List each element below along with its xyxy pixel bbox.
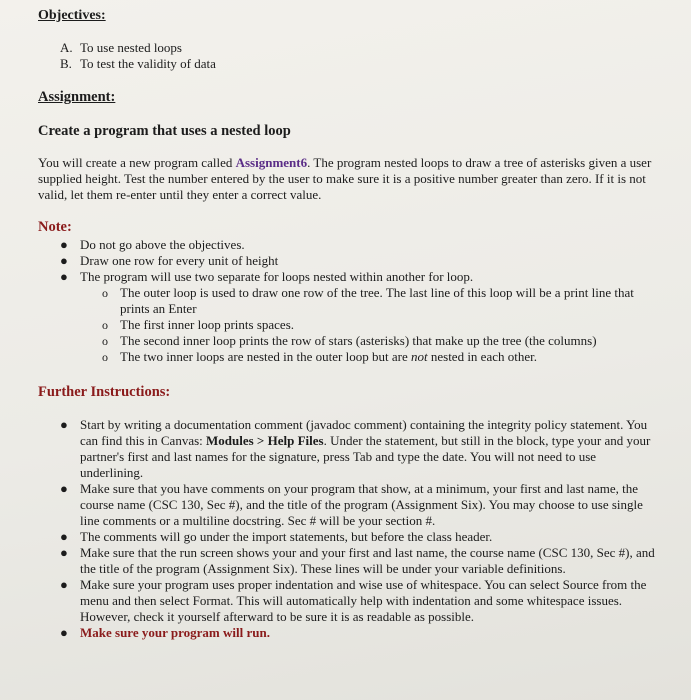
list-item [60,577,660,625]
list-item-text: Start by writing a documentation comment (javadoc comment) containing the integrity policy statement. You can find this in Canvas: [80,417,648,448]
list-item-text: The comments will go under the import statements, but before the class header. [80,529,493,544]
canvas-path-text: Modules > Help Files [206,433,324,448]
objective-item [60,40,216,56]
assignment-description [38,155,658,203]
bullet-icon: ● [60,417,68,432]
assignment-subheading: Create a program that uses a nested loop [38,123,291,139]
bullet-icon: ● [60,545,68,560]
bullet-icon: ● [60,237,68,252]
list-item-text: Draw one row for every unit of height [80,253,279,268]
sub-list-item [60,285,660,317]
bullet-icon: ● [60,253,68,268]
circle-bullet-icon: o [102,286,108,300]
sub-list-item [60,317,660,333]
list-item [60,481,660,529]
assignment-heading: Assignment: [38,89,116,105]
sub-list-item [60,349,660,365]
description-text: You will create a new program called [38,155,236,170]
objective-text: To use nested loops [80,40,182,55]
list-item [60,529,660,545]
emphasis-text: not [410,349,428,364]
list-item [60,269,660,285]
list-item-text: The program will use two separate for loops nested within another for loop. [80,269,474,284]
sub-list-item-text: The first inner loop prints spaces. [120,317,295,332]
list-item-text: Do not go above the objectives. [80,237,245,252]
list-item-text: Make sure that you have comments on your program that show, at a minimum, your first and last name, the course name (CSC 130, Sec #), and the title of the program (Assignment Six). You may choose to use single line comments or a multiline docstring. Sec # will be your section #. [80,481,643,528]
further-instructions-list [60,417,660,641]
list-item [60,253,660,269]
list-item-text: Make sure that the run screen shows your and your first and last name, the course name (CSC 130, Sec #), and the title of the program (Assignment Six). These lines will be under your variable definitions. [80,545,655,576]
objective-letter: A. [60,40,73,55]
note-list [60,237,660,365]
list-item [60,417,660,481]
sub-list-item-text: The outer loop is used to draw one row of the tree. The last line of this loop will be a print line that prints an Enter [120,285,634,316]
program-name: Assignment6 [235,155,308,170]
sub-list-item-text: The two inner loops are nested in the outer loop but are [120,349,411,364]
list-item [60,625,660,641]
bullet-icon: ● [60,269,68,284]
bullet-icon: ● [60,481,68,496]
objective-letter: B. [60,56,72,71]
objective-text: To test the validity of data [80,56,216,71]
sub-list-item-text: nested in each other. [427,349,537,364]
bullet-icon: ● [60,529,68,544]
further-instructions-heading: Further Instructions: [38,384,171,400]
note-heading: Note: [38,219,72,235]
sub-list-item [60,333,660,349]
list-item [60,237,660,253]
objectives-heading: Objectives: [38,8,106,23]
list-item-text: . Under the statement, but still in the block, type your and your partner's first and last names for the signature, press Tab and type the date. You will not need to use underlining. [80,433,651,480]
objectives-list [60,40,216,72]
list-item-text: Make sure your program uses proper indentation and wise use of whitespace. You can select Source from the menu and then select Format. This will automatically help with indentation and some whitespace issues. However, check it yourself afterward to be sure it is as readable as possible. [80,577,647,624]
sub-list-item-text: The second inner loop prints the row of stars (asterisks) that make up the tree (the columns) [120,333,597,348]
circle-bullet-icon: o [102,318,108,332]
list-item-text: Make sure your program will run. [80,625,270,640]
bullet-icon: ● [60,577,68,592]
circle-bullet-icon: o [102,350,108,364]
circle-bullet-icon: o [102,334,108,348]
list-item [60,545,660,577]
objective-item [60,56,216,72]
description-text: . The program nested loops to draw a tree of asterisks given a user supplied height. Test the number entered by the user to make sure it is a positive number greater than zero. If it is not valid, let them re-enter until they enter a correct value. [38,155,652,202]
bullet-icon: ● [60,625,68,640]
